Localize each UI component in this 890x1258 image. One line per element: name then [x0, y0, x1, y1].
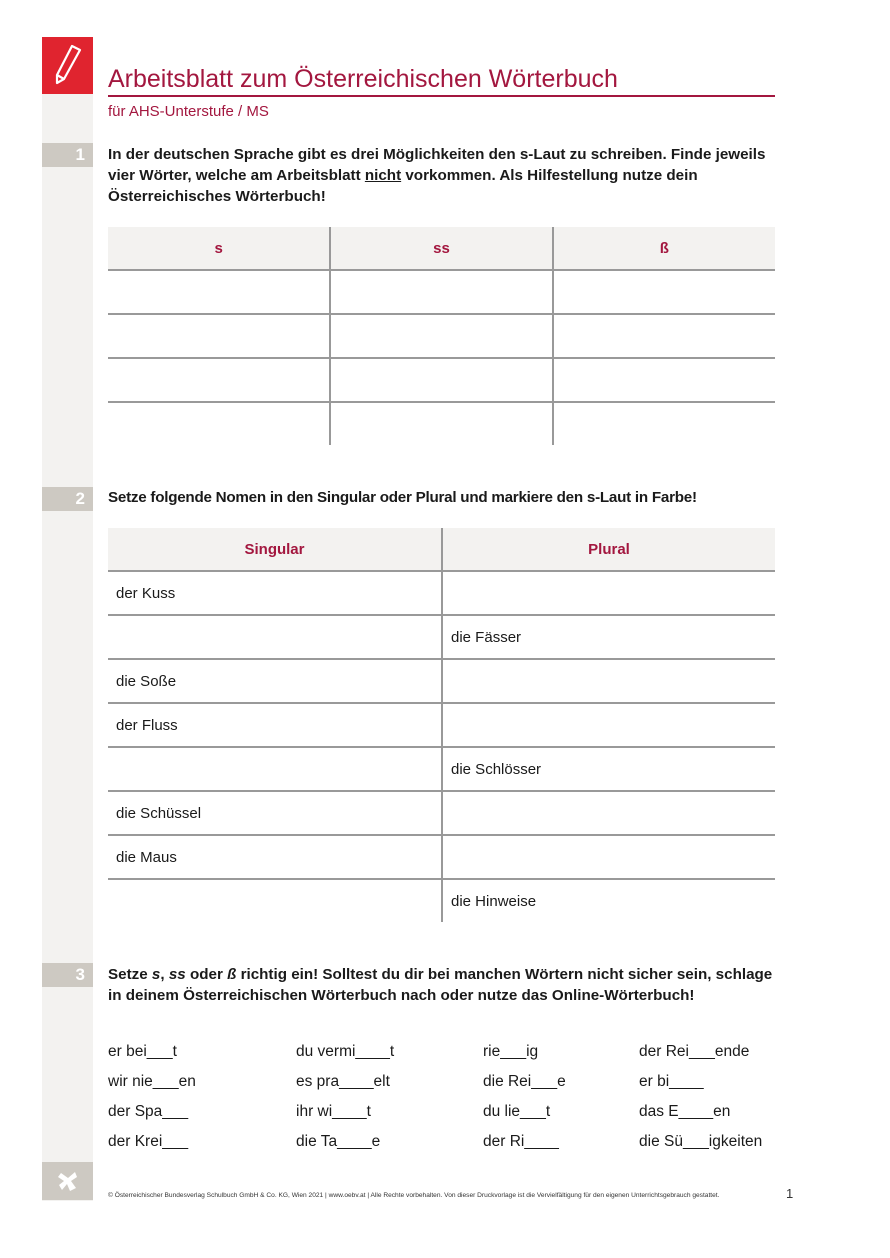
plural-cell[interactable]: die Fässer [442, 615, 775, 659]
fill-in-word[interactable]: er bi____ [639, 1073, 704, 1090]
fill-in-word[interactable]: ihr wi____t [296, 1103, 371, 1120]
table-row [108, 835, 775, 879]
singular-cell[interactable]: der Kuss [108, 571, 442, 615]
plural-cell[interactable] [442, 835, 775, 879]
singular-plural-table [108, 528, 775, 922]
column-header-sz: ß [553, 227, 775, 270]
singular-cell[interactable]: die Maus [108, 835, 442, 879]
singular-cell[interactable]: die Schüssel [108, 791, 442, 835]
brand-box [42, 37, 93, 94]
answer-cell[interactable] [553, 314, 775, 358]
page-title: Arbeitsblatt zum Österreichischen Wörterbuch [108, 64, 775, 97]
singular-cell[interactable] [108, 615, 442, 659]
table-row [108, 791, 775, 835]
table-row [108, 270, 775, 314]
task-3-text-s: s [151, 966, 161, 983]
task-3-text-rest: richtig ein! Solltest du dir bei manchen Wörtern nicht sicher sein, schlage in deinem Österreichischen Wörterbuch nach oder nutze das Online-Wörterbuch! [108, 966, 773, 1004]
answer-cell[interactable] [108, 314, 330, 358]
task-3-text-comma: , [160, 966, 169, 983]
fill-in-word[interactable]: der Ri____ [483, 1133, 559, 1150]
task-number-badge: 1 [42, 143, 93, 167]
copyright-notice: © Österreichischer Bundesverlag Schulbuch GmbH & Co. KG, Wien 2021 | www.oebv.at | Alle Rechte vorbehalten. Von dieser Druckvorlage ist die Vervielfältigung für den eigenen Unterrichtsgebrauch gestattet. [108, 1192, 720, 1199]
task-3-text-oder: oder [185, 966, 228, 983]
table-row [108, 571, 775, 615]
answer-cell[interactable] [330, 358, 552, 402]
fill-in-word[interactable]: die Sü___igkeiten [639, 1133, 763, 1150]
footer-logo [42, 1162, 93, 1200]
fill-in-word[interactable]: die Ta____e [296, 1133, 381, 1150]
task-number-badge: 3 [42, 963, 93, 987]
table-row [108, 747, 775, 791]
answer-cell[interactable] [330, 402, 552, 445]
s-sound-table [108, 227, 775, 445]
publisher-logo-icon [55, 1169, 81, 1195]
task-1-text-a: In der deutschen Sprache gibt es drei Möglichkeiten den s-Laut zu schreiben. Finde jeweils vier Wörter, welche am Arbeitsblatt [108, 146, 766, 184]
column-header-singular: Singular [108, 528, 442, 571]
page-number: 1 [786, 1186, 794, 1201]
plural-cell[interactable] [442, 703, 775, 747]
table-row [108, 358, 775, 402]
table-row [108, 659, 775, 703]
answer-cell[interactable] [108, 402, 330, 445]
table-row [108, 402, 775, 445]
fill-in-word[interactable]: er bei___t [108, 1043, 177, 1060]
task-2-instruction: Setze folgende Nomen in den Singular oder Plural und markiere den s-Laut in Farbe! [108, 489, 697, 506]
plural-cell[interactable] [442, 659, 775, 703]
pencil-icon [50, 43, 84, 87]
fill-in-word[interactable]: du vermi____t [296, 1043, 395, 1060]
table-header-row [108, 528, 775, 571]
column-header-plural: Plural [442, 528, 775, 571]
sidebar-strip [42, 94, 93, 1201]
table-header-row [108, 227, 775, 270]
singular-cell[interactable]: der Fluss [108, 703, 442, 747]
column-header-ss: ss [330, 227, 552, 270]
task-3-text-a: Setze [108, 966, 152, 983]
answer-cell[interactable] [553, 402, 775, 445]
task-3-text-ss: ss [168, 966, 186, 983]
answer-cell[interactable] [330, 314, 552, 358]
plural-cell[interactable]: die Hinweise [442, 879, 775, 922]
singular-cell[interactable] [108, 879, 442, 922]
fill-in-word[interactable]: du lie___t [483, 1103, 551, 1120]
fill-in-word[interactable]: der Spa___ [108, 1103, 189, 1120]
answer-cell[interactable] [553, 358, 775, 402]
fill-in-word[interactable]: der Krei___ [108, 1133, 189, 1150]
singular-cell[interactable]: die Soße [108, 659, 442, 703]
fill-in-word[interactable]: es pra____elt [296, 1073, 390, 1090]
page-subtitle: für AHS-Unterstufe / MS [108, 103, 269, 120]
task-1-text-underlined: nicht [364, 167, 402, 184]
fill-in-word[interactable]: rie___ig [483, 1043, 539, 1060]
table-row [108, 703, 775, 747]
table-row [108, 615, 775, 659]
fill-in-word[interactable]: der Rei___ende [639, 1043, 750, 1060]
task-3-instruction [108, 964, 778, 1006]
answer-cell[interactable] [108, 270, 330, 314]
answer-cell[interactable] [330, 270, 552, 314]
singular-cell[interactable] [108, 747, 442, 791]
fill-in-word[interactable]: wir nie___en [108, 1073, 196, 1090]
task-1-instruction [108, 144, 778, 207]
fill-in-word[interactable]: die Rei___e [483, 1073, 566, 1090]
plural-cell[interactable] [442, 571, 775, 615]
task-1-text-b: vorkommen. Als Hilfestellung nutze dein Österreichisches Wörterbuch! [108, 167, 698, 205]
task-number-badge: 2 [42, 487, 93, 511]
answer-cell[interactable] [108, 358, 330, 402]
table-row [108, 314, 775, 358]
plural-cell[interactable] [442, 791, 775, 835]
table-row [108, 879, 775, 922]
fill-in-word[interactable]: das E____en [639, 1103, 731, 1120]
column-header-s: s [108, 227, 330, 270]
plural-cell[interactable]: die Schlösser [442, 747, 775, 791]
task-3-text-sz: ß [227, 966, 237, 983]
answer-cell[interactable] [553, 270, 775, 314]
